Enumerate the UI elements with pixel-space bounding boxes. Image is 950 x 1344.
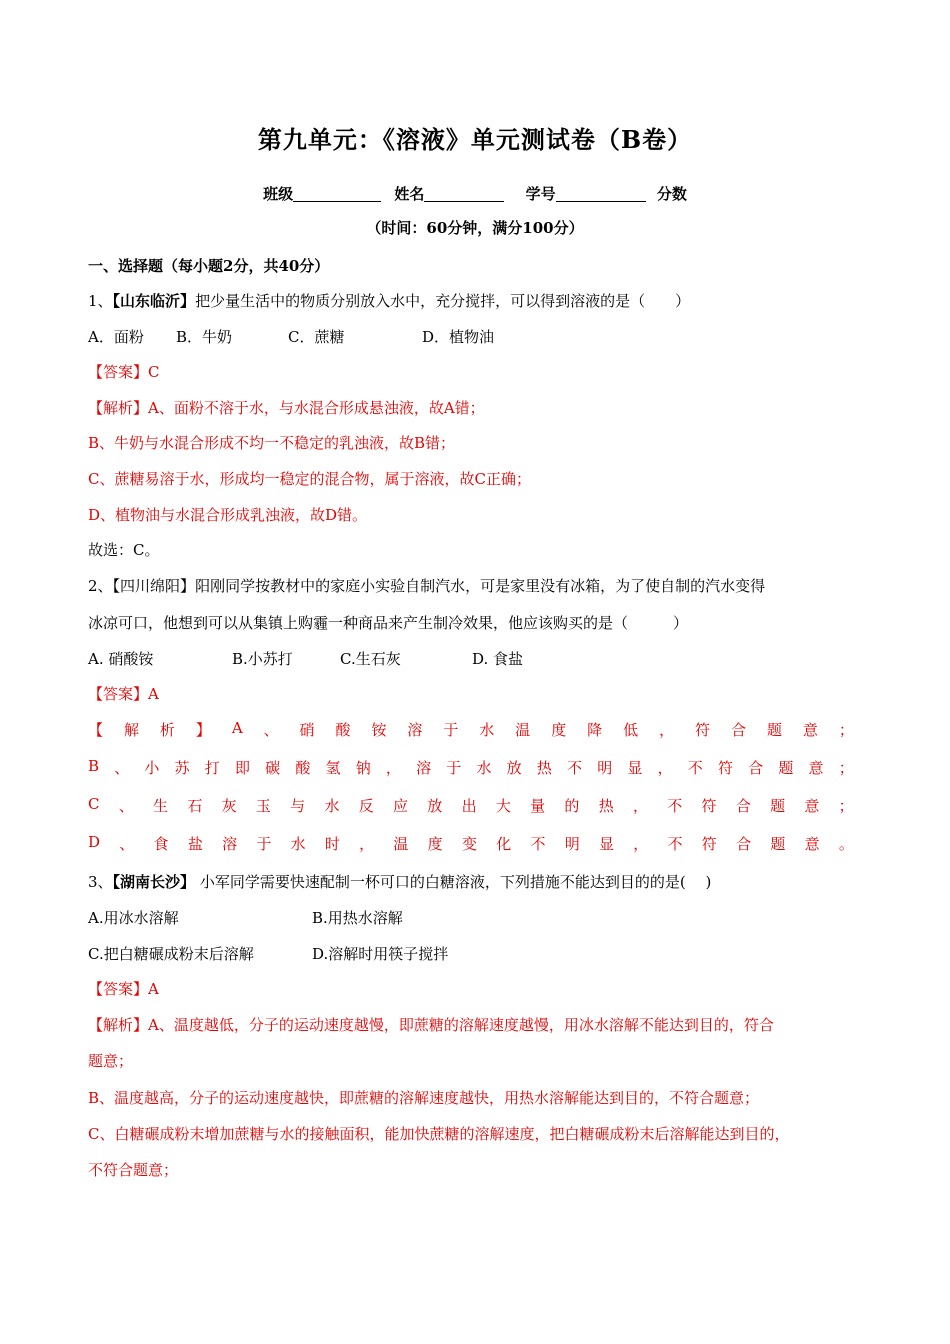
- char: 于: [446, 759, 462, 777]
- analysis-line: [88, 795, 854, 816]
- char: 、: [119, 835, 135, 853]
- option-c: C．蔗糖: [288, 328, 345, 346]
- char: 合: [735, 797, 751, 815]
- option-b: B．牛奶: [176, 328, 233, 346]
- analysis-label: 【解析】: [88, 399, 149, 417]
- char: 酸: [295, 759, 311, 777]
- student-id-blank[interactable]: [556, 187, 646, 202]
- analysis-line: [88, 833, 854, 854]
- question-source: 【四川绵阳】: [112, 577, 196, 595]
- analysis-line: D、植物油与水混合形成乳浊液，故D错。: [88, 506, 368, 524]
- char: 度: [551, 721, 567, 739]
- char: 意: [804, 835, 820, 853]
- analysis-line: C、蔗糖易溶于水，形成均一稳定的混合物，属于溶液，故C正确；: [88, 470, 531, 488]
- question-2-stem: [88, 575, 765, 596]
- char: 食: [153, 835, 169, 853]
- char: 热: [536, 759, 552, 777]
- char: 化: [496, 835, 512, 853]
- justified-text: [88, 833, 854, 854]
- char: 低: [623, 721, 639, 739]
- char: 灰: [221, 797, 237, 815]
- question-source: 【山东临沂】: [112, 292, 196, 310]
- char: 水: [476, 759, 492, 777]
- answer: 【答案】A: [88, 980, 159, 998]
- page-title: 第九单元：《溶液》单元测试卷（B卷）: [257, 125, 693, 154]
- score-label: 分数: [656, 185, 687, 203]
- option-c: C.把白糖碾成粉末后溶解: [88, 945, 254, 963]
- char: 符: [695, 721, 711, 739]
- char: 的: [564, 797, 580, 815]
- char: 题: [778, 759, 794, 777]
- analysis-text: A、温度越低，分子的运动速度越慢，即蔗糖的溶解速度越慢，用冰水溶解不能达到目的，符合: [148, 1016, 774, 1034]
- char: 度: [427, 835, 443, 853]
- char: 石: [187, 797, 203, 815]
- question-3-options-row2: [88, 943, 448, 964]
- char: 小: [144, 759, 160, 777]
- char: 放: [506, 759, 522, 777]
- option-a: A．面粉: [88, 328, 144, 346]
- char: 题: [770, 797, 786, 815]
- char: 温: [393, 835, 409, 853]
- char: 意: [802, 721, 818, 739]
- justified-text: [88, 757, 854, 778]
- option-b: B.用热水溶解: [312, 909, 403, 927]
- char: 符: [701, 797, 717, 815]
- analysis-line: [88, 397, 485, 418]
- char: ，: [633, 835, 649, 853]
- char: 酸: [335, 721, 351, 739]
- analysis-line: B、温度越高，分子的运动速度越快，即蔗糖的溶解速度越快，用热水溶解能达到目的，不符合题意；: [88, 1089, 760, 1107]
- option-c: C.生石灰: [340, 650, 401, 668]
- char: ；: [838, 721, 854, 739]
- char: 溶: [416, 759, 432, 777]
- justified-text: [88, 795, 854, 816]
- analysis-line: 题意；: [88, 1052, 134, 1070]
- char: 题: [770, 835, 786, 853]
- char: D: [88, 833, 101, 851]
- char: 意: [808, 759, 824, 777]
- char: ，: [385, 759, 401, 777]
- char: C: [88, 795, 100, 813]
- char: 不: [667, 797, 683, 815]
- question-number: 3、: [88, 873, 113, 891]
- time-note: （时间：60分钟，满分100分）: [366, 219, 584, 237]
- char: 析: [159, 721, 175, 739]
- option-a: A. 硝酸铵: [88, 650, 154, 668]
- char: 明: [564, 835, 580, 853]
- name-blank[interactable]: [424, 187, 504, 202]
- question-2-stem-cont: 冰凉可口，他想到可以从集镇上购霾一种商品来产生制冷效果，他应该购买的是（ ）: [88, 614, 689, 632]
- char: 盐: [187, 835, 203, 853]
- char: 大: [495, 797, 511, 815]
- answer: 【答案】C: [88, 363, 160, 381]
- char: 温: [515, 721, 531, 739]
- question-1-stem: [88, 290, 690, 311]
- char: ，: [359, 835, 375, 853]
- char: A: [231, 719, 243, 737]
- char: 题: [766, 721, 782, 739]
- char: 不: [687, 759, 703, 777]
- char: 应: [393, 797, 409, 815]
- analysis-line: C、白糖碾成粉末增加蔗糖与水的接触面积，能加快蔗糖的溶解速度，把白糖碾成粉末后溶解能达到目的，: [88, 1125, 790, 1143]
- char: 解: [123, 721, 139, 739]
- section-heading: 一、选择题（每小题2分，共40分）: [88, 257, 330, 275]
- char: 溶: [407, 721, 423, 739]
- char: 与: [290, 797, 306, 815]
- char: 反: [358, 797, 374, 815]
- char: 明: [597, 759, 613, 777]
- justified-text: [88, 719, 854, 740]
- char: 于: [443, 721, 459, 739]
- char: 意: [804, 797, 820, 815]
- char: 【: [88, 721, 104, 739]
- question-3-stem: [88, 871, 711, 892]
- char: ，: [659, 721, 675, 739]
- char: 不: [567, 759, 583, 777]
- char: 符: [701, 835, 717, 853]
- char: 、: [118, 797, 134, 815]
- question-number: 2、: [88, 577, 113, 595]
- char: ；: [838, 759, 854, 777]
- question-number: 1、: [88, 292, 113, 310]
- char: 。: [838, 835, 854, 853]
- answer: 【答案】A: [88, 685, 159, 703]
- analysis-text: A、面粉不溶于水，与水混合形成悬浊液，故A错；: [148, 399, 485, 417]
- char: 、: [114, 759, 130, 777]
- char: 显: [599, 835, 615, 853]
- option-d: D．植物油: [422, 328, 495, 346]
- student-info-row: [0, 183, 950, 204]
- char: 铵: [371, 721, 387, 739]
- char: 不: [530, 835, 546, 853]
- option-a: A.用冰水溶解: [88, 909, 179, 927]
- char: 氢: [325, 759, 341, 777]
- char: 不: [667, 835, 683, 853]
- analysis-line: [88, 719, 854, 740]
- option-d: D. 食盐: [472, 650, 524, 668]
- analysis-label: 【解析】: [88, 1016, 149, 1034]
- char: 于: [256, 835, 272, 853]
- char: 量: [530, 797, 546, 815]
- char: 、: [263, 721, 279, 739]
- char: 玉: [255, 797, 271, 815]
- char: 生: [153, 797, 169, 815]
- question-source: 【湖南长沙】: [112, 873, 196, 891]
- char: 热: [598, 797, 614, 815]
- char: 水: [324, 797, 340, 815]
- char: ；: [838, 797, 854, 815]
- char: 即: [234, 759, 250, 777]
- char: 钠: [355, 759, 371, 777]
- question-text: 小军同学需要快速配制一杯可口的白糖溶液，下列措施不能达到目的的是( ): [195, 873, 712, 891]
- char: 打: [204, 759, 220, 777]
- option-d: D.溶解时用筷子搅拌: [312, 945, 449, 963]
- question-2-options: [88, 648, 523, 669]
- analysis-line: 不符合题意；: [88, 1161, 179, 1179]
- char: 】: [195, 721, 211, 739]
- char: 变: [461, 835, 477, 853]
- question-3-options-row1: [88, 907, 403, 928]
- analysis-line: [88, 1014, 774, 1035]
- char: 水: [290, 835, 306, 853]
- question-1-options: [88, 326, 494, 347]
- char: 水: [479, 721, 495, 739]
- char: 合: [736, 835, 752, 853]
- char: ，: [657, 759, 673, 777]
- char: 合: [748, 759, 764, 777]
- char: B: [88, 757, 100, 775]
- conclusion: 故选：C。: [88, 541, 160, 559]
- char: ，: [632, 797, 648, 815]
- char: 显: [627, 759, 643, 777]
- char: 溶: [222, 835, 238, 853]
- char: 苏: [174, 759, 190, 777]
- student-id-label: 学号: [525, 185, 556, 203]
- char: 放: [427, 797, 443, 815]
- name-label: 姓名: [394, 185, 425, 203]
- class-label: 班级: [263, 185, 294, 203]
- class-blank[interactable]: [293, 187, 381, 202]
- char: 时: [324, 835, 340, 853]
- char: 合: [730, 721, 746, 739]
- char: 降: [587, 721, 603, 739]
- char: 符: [717, 759, 733, 777]
- analysis-line: B、牛奶与水混合形成不均一不稳定的乳浊液，故B错；: [88, 434, 456, 452]
- char: 硝: [299, 721, 315, 739]
- question-text: 把少量生活中的物质分别放入水中，充分搅拌，可以得到溶液的是（ ）: [195, 292, 691, 310]
- question-text: 阳刚同学按教材中的家庭小实验自制汽水，可是家里没有冰箱，为了使自制的汽水变得: [195, 577, 766, 595]
- char: 碳: [265, 759, 281, 777]
- char: 出: [461, 797, 477, 815]
- analysis-line: [88, 757, 854, 778]
- option-b: B.小苏打: [232, 650, 293, 668]
